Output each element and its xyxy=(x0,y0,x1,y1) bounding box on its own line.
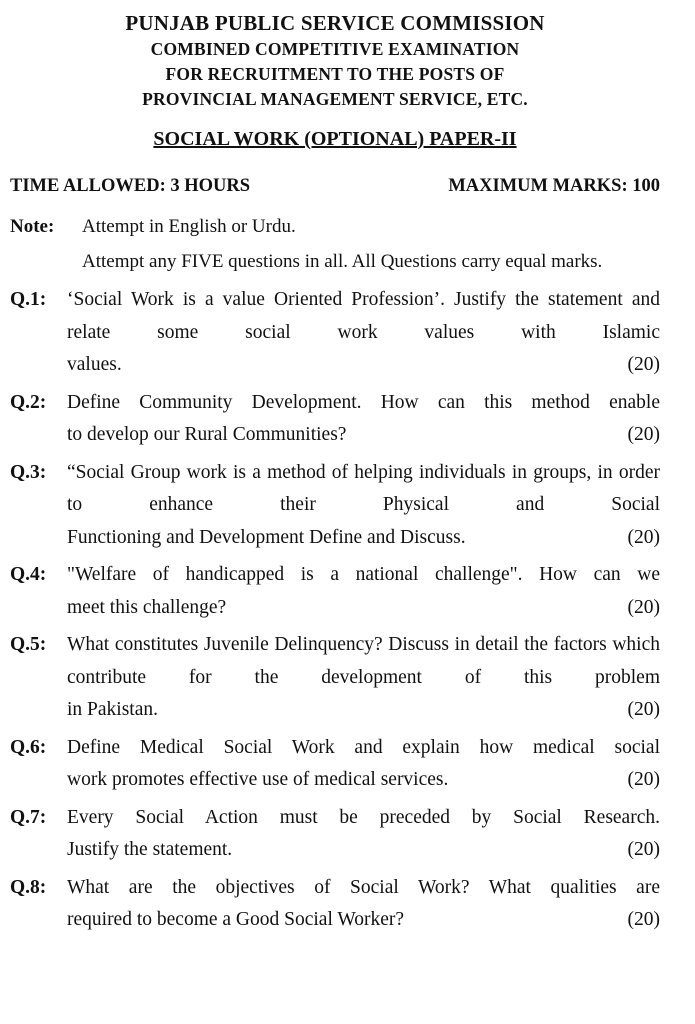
question-text: What constitutes Juvenile Delinquency? Discuss in detail the factors which contribute for the development of this problem xyxy=(67,634,660,688)
exam-meta xyxy=(10,174,660,198)
question-number: Q.4: xyxy=(10,564,47,585)
question-item xyxy=(10,629,660,727)
question-marks: (20) xyxy=(627,839,660,860)
question-text-end: values. xyxy=(67,354,122,375)
question-number: Q.8: xyxy=(10,876,47,898)
question-text: Every Social Action must be preceded by Social Research. xyxy=(67,806,660,828)
question-marks: (20) xyxy=(627,424,660,445)
question-text-end: to develop our Rural Communities? xyxy=(67,424,347,445)
exam-title: COMBINED COMPETITIVE EXAMINATION xyxy=(150,39,520,59)
paper-header xyxy=(10,10,660,112)
question-item xyxy=(10,872,660,937)
note-section xyxy=(10,212,660,282)
question-item xyxy=(10,284,660,382)
organization-title: PUNJAB PUBLIC SERVICE COMMISSION xyxy=(125,11,545,35)
question-item xyxy=(10,732,660,797)
paper-title: SOCIAL WORK (OPTIONAL) PAPER-II xyxy=(153,128,517,150)
question-text-end: work promotes effective use of medical services. xyxy=(67,769,449,790)
question-text: ‘Social Work is a value Oriented Profession’. Justify the statement and relate some social work values with Islamic xyxy=(67,289,660,343)
question-text-end: Justify the statement. xyxy=(67,839,233,860)
question-text: What are the objectives of Social Work? What qualities are xyxy=(67,876,660,898)
question-marks: (20) xyxy=(627,526,660,548)
service-line: PROVINCIAL MANAGEMENT SERVICE, ETC. xyxy=(142,89,528,109)
question-item xyxy=(10,802,660,867)
question-list xyxy=(10,284,660,937)
question-text-end: meet this challenge? xyxy=(67,596,227,618)
question-marks: (20) xyxy=(627,909,660,930)
question-item xyxy=(10,559,660,624)
question-marks: (20) xyxy=(627,596,660,618)
question-marks: (20) xyxy=(627,699,660,720)
question-number: Q.6: xyxy=(10,736,47,758)
question-number: Q.5: xyxy=(10,634,47,655)
question-marks: (20) xyxy=(627,769,660,790)
question-text-end: required to become a Good Social Worker? xyxy=(67,909,405,930)
question-item xyxy=(10,387,660,452)
question-text: Define Medical Social Work and explain how medical social xyxy=(67,736,660,758)
question-text-end: Functioning and Development Define and Discuss. xyxy=(67,526,466,548)
question-marks: (20) xyxy=(627,354,660,375)
question-number: Q.7: xyxy=(10,806,47,828)
question-text-end: in Pakistan. xyxy=(67,699,158,720)
recruitment-line: FOR RECRUITMENT TO THE POSTS OF xyxy=(165,64,505,84)
question-item xyxy=(10,457,660,555)
note-language: Attempt in English or Urdu. xyxy=(82,216,296,237)
note-label: Note: xyxy=(10,216,55,237)
maximum-marks: MAXIMUM MARKS: 100 xyxy=(448,176,660,196)
question-number: Q.1: xyxy=(10,289,47,310)
question-number: Q.2: xyxy=(10,391,47,413)
question-text: “Social Group work is a method of helping individuals in groups, in order to enhance their Physical and Social xyxy=(67,461,660,515)
question-text: Define Community Development. How can this method enable xyxy=(67,391,660,413)
question-number: Q.3: xyxy=(10,461,47,483)
time-allowed: TIME ALLOWED: 3 HOURS xyxy=(10,176,251,196)
note-instructions: Attempt any FIVE questions in all. All Questions carry equal marks. xyxy=(82,251,603,272)
question-text: "Welfare of handicapped is a national challenge". How can we xyxy=(67,564,660,585)
